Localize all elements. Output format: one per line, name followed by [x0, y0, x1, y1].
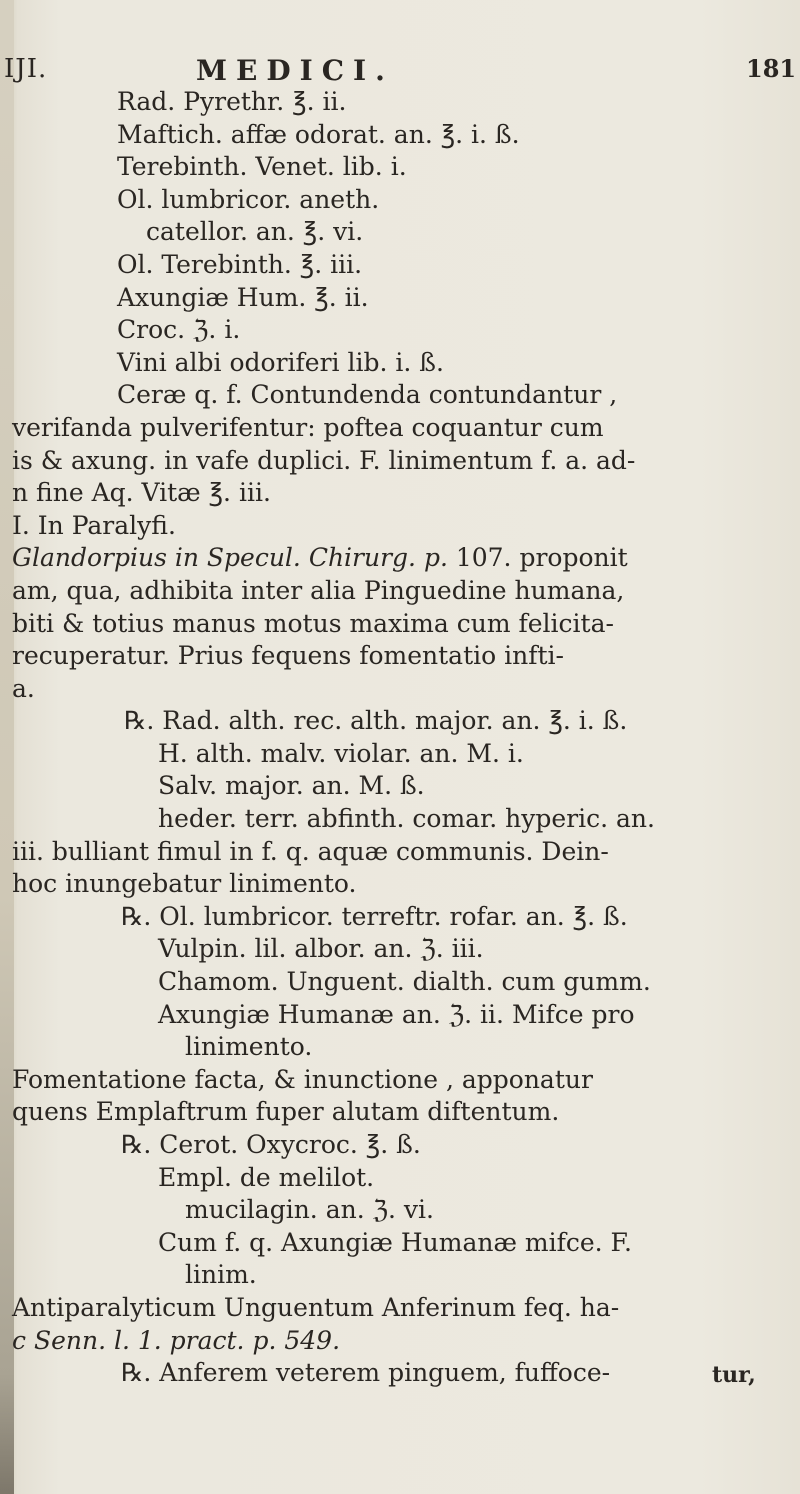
text-line: hoc inungebatur linimento.	[12, 869, 357, 899]
text-line: am, qua, adhibita inter alia Pinguedine humana,	[12, 575, 625, 605]
text-line: Axungiæ Humanæ an. ℨ. ii. Mifce pro	[158, 999, 635, 1029]
page-number: 181	[746, 54, 797, 83]
text-line: ℞. Cerot. Oxycroc. ℥. ß.	[121, 1130, 421, 1159]
text-line: Ol. Terebinth. ℥. iii.	[117, 249, 363, 279]
text-line: Maftich. affæ odorat. an. ℥. i. ß.	[117, 119, 520, 149]
italic-citation: c Senn. l. 1. pract. p. 549.	[12, 1325, 341, 1355]
text-line: heder. terr. abfinth. comar. hyperic. an.	[158, 804, 655, 834]
text-line: linimento.	[185, 1032, 313, 1062]
text-line: quens Emplaftrum fuper alutam diftentum.	[12, 1097, 560, 1127]
text-line: Vini albi odoriferi lib. i. ß.	[117, 347, 444, 377]
line-rest: 107. proponit	[447, 543, 628, 573]
text-line: linim.	[185, 1260, 257, 1290]
text-line: Terebinth. Venet. lib. i.	[117, 152, 407, 182]
text-line: Croc. ℨ. i.	[117, 315, 241, 345]
text-line: Fomentatione facta, & inunctione , apponatur	[12, 1064, 593, 1094]
text-line: is & axung. in vafe duplici. F. linimentum f. a. ad-	[12, 445, 636, 475]
text-line: H. alth. malv. violar. an. M. i.	[158, 738, 524, 768]
italic-citation: Glandorpius in Specul. Chirurg. p.	[12, 543, 448, 573]
text-line: ℞. Ol. lumbricor. terreftr. rofar. an. ℥. ß.	[121, 901, 628, 931]
text-line: Cum f. q. Axungiæ Humanæ mifce. F.	[158, 1227, 632, 1257]
text-line: a.	[12, 673, 35, 703]
text-line: Empl. de melilot.	[158, 1162, 375, 1192]
text-line: Antiparalyticum Unguentum Anferinum feq. ha-	[12, 1292, 620, 1322]
text-line: Rad. Pyrethr. ℥. ii.	[117, 87, 347, 116]
text-line: Axungiæ Hum. ℥. ii.	[117, 282, 369, 312]
catchword: tur,	[712, 1362, 756, 1388]
text-line: I. In Paralyfi.	[12, 510, 176, 540]
text-line: verifanda pulverifentur: poftea coquantur cum	[12, 412, 604, 442]
text-line	[0, 542, 790, 575]
text-line: Ol. lumbricor. aneth.	[117, 184, 380, 214]
text-line	[0, 1325, 790, 1358]
header-section-mark: IJI.	[4, 54, 48, 84]
text-line: iii. bulliant fimul in f. q. aquæ communis. Dein-	[12, 836, 609, 866]
text-line: ℞. Anferem veterem pinguem, fuffoce-	[121, 1358, 611, 1388]
text-line: mucilagin. an. ℨ. vi.	[185, 1195, 434, 1225]
text-line: biti & totius manus motus maxima cum felicita-	[12, 608, 614, 638]
text-line: Ceræ q. f. Contundenda contundantur ,	[117, 380, 618, 410]
text-line: catellor. an. ℥. vi.	[146, 217, 364, 247]
text-line: ℞. Rad. alth. rec. alth. major. an. ℥. i. ß.	[124, 706, 628, 736]
text-line: recuperatur. Prius fequens fomentatio infti-	[12, 641, 564, 671]
text-line: Chamom. Unguent. dialth. cum gumm.	[158, 967, 651, 997]
text-line: Vulpin. lil. albor. an. ℨ. iii.	[158, 934, 484, 964]
text-line: n fine Aq. Vitæ ℥. iii.	[12, 478, 271, 508]
text-line: Salv. major. an. M. ß.	[158, 771, 425, 801]
header-title: MEDICI.	[196, 54, 394, 87]
page-text-body	[0, 86, 790, 1390]
